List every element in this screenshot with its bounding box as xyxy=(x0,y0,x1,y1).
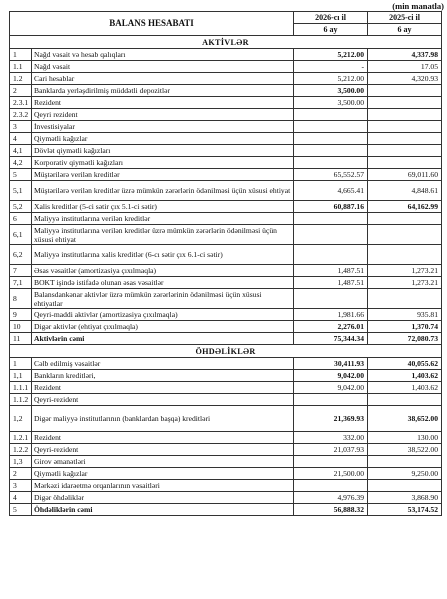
value-2025 xyxy=(368,145,442,157)
row-label: Dövlət qiymətli kağızları xyxy=(32,145,294,157)
row-index: 6,1 xyxy=(10,225,32,245)
value-2026: 3,500.00 xyxy=(294,85,368,97)
value-2025 xyxy=(368,289,442,309)
row-label: Nağd vəsait xyxy=(32,61,294,73)
value-2026: 332.00 xyxy=(294,432,368,444)
value-2026: 1,981.66 xyxy=(294,309,368,321)
table-row xyxy=(10,333,442,345)
value-2026: 56,888.32 xyxy=(294,504,368,516)
table-row xyxy=(10,432,442,444)
value-2025: 9,250.00 xyxy=(368,468,442,480)
table-row xyxy=(10,225,442,245)
row-label: Digər aktivlər (ehtiyat çıxılmaqla) xyxy=(32,321,294,333)
value-2026 xyxy=(294,394,368,406)
table-row xyxy=(10,289,442,309)
row-index: 6,2 xyxy=(10,245,32,265)
row-index: 1,2 xyxy=(10,406,32,432)
value-2025: 53,174.52 xyxy=(368,504,442,516)
value-2025: 1,403.62 xyxy=(368,370,442,382)
table-title: BALANS HESABATI xyxy=(10,12,294,36)
value-2025 xyxy=(368,225,442,245)
value-2025 xyxy=(368,97,442,109)
value-2025: 1,370.74 xyxy=(368,321,442,333)
value-2026 xyxy=(294,245,368,265)
row-label: Öhdəliklərin cəmi xyxy=(32,504,294,516)
row-index: 1 xyxy=(10,358,32,370)
value-2026 xyxy=(294,456,368,468)
row-index: 2 xyxy=(10,468,32,480)
value-2026: 21,500.00 xyxy=(294,468,368,480)
liabilities-section xyxy=(10,345,442,516)
value-2026 xyxy=(294,109,368,121)
row-label: Qeyri-rezident xyxy=(32,394,294,406)
table-row xyxy=(10,370,442,382)
value-2025 xyxy=(368,394,442,406)
row-index: 1.2.2 xyxy=(10,444,32,456)
table-row xyxy=(10,121,442,133)
value-2026: 75,344.34 xyxy=(294,333,368,345)
value-2026: 65,552.57 xyxy=(294,169,368,181)
row-label: Maliyyə institutlarına xalis kreditlər (6-cı sətir çıx 6.1-ci sətir) xyxy=(32,245,294,265)
table-row xyxy=(10,394,442,406)
table-row xyxy=(10,321,442,333)
row-index: 2.3.2 xyxy=(10,109,32,121)
table-row xyxy=(10,444,442,456)
row-index: 2.3.1 xyxy=(10,97,32,109)
row-label: Qiymətli kağızlar xyxy=(32,133,294,145)
row-label: Müştərilərə verilən kreditlər üzrə mümkün zərərlərin ödənilməsi üçün xüsusi ehtiyat xyxy=(32,181,294,201)
row-label: Qiymətli kağızlar xyxy=(32,468,294,480)
row-label: Cəlb edilmiş vəsaitlər xyxy=(32,358,294,370)
table-row xyxy=(10,480,442,492)
row-label: Qeyri-maddi aktivlər (amortizasiya çıxılmaqla) xyxy=(32,309,294,321)
row-index: 4,1 xyxy=(10,145,32,157)
table-row xyxy=(10,309,442,321)
row-label: BOKT işində istifadə olunan əsas vəsaitlər xyxy=(32,277,294,289)
row-label: Qeyri rezident xyxy=(32,109,294,121)
table-row xyxy=(10,97,442,109)
table-row xyxy=(10,145,442,157)
table-row xyxy=(10,456,442,468)
table-row xyxy=(10,49,442,61)
table-row xyxy=(10,181,442,201)
row-label: Qeyri-rezident xyxy=(32,444,294,456)
value-2026: 4,665.41 xyxy=(294,181,368,201)
table-row xyxy=(10,201,442,213)
value-2025: 130.00 xyxy=(368,432,442,444)
row-label: Nağd vəsait və hesab qalıqları xyxy=(32,49,294,61)
row-label: Xalis kreditlər (5-ci sətir çıx 5.1-ci sətir) xyxy=(32,201,294,213)
col-2025-year: 2025-ci il xyxy=(368,12,442,24)
row-index: 9 xyxy=(10,309,32,321)
row-index: 8 xyxy=(10,289,32,309)
row-index: 1.2 xyxy=(10,73,32,85)
row-index: 1,3 xyxy=(10,456,32,468)
value-2026 xyxy=(294,157,368,169)
value-2026 xyxy=(294,133,368,145)
row-label: Maliyyə institutlarına verilən kreditlər üzrə mümkün zərərlərin ödənilməsi üçün xüsusi ehtiyat xyxy=(32,225,294,245)
row-index: 5 xyxy=(10,169,32,181)
table-row xyxy=(10,61,442,73)
value-2026: 1,487.51 xyxy=(294,277,368,289)
value-2026 xyxy=(294,480,368,492)
value-2025 xyxy=(368,85,442,97)
value-2025 xyxy=(368,121,442,133)
row-label: Girov əmanətləri xyxy=(32,456,294,468)
value-2026: 9,042.00 xyxy=(294,382,368,394)
value-2026: 2,276.01 xyxy=(294,321,368,333)
row-index: 7,1 xyxy=(10,277,32,289)
row-label: Rezident xyxy=(32,432,294,444)
liabilities-title: ÖHDƏLİKLƏR xyxy=(10,345,442,358)
row-label: Digər maliyyə institutlarının (banklardan başqa) kreditləri xyxy=(32,406,294,432)
row-label: Bankların kreditləri, xyxy=(32,370,294,382)
value-2025: 935.81 xyxy=(368,309,442,321)
row-index: 4,2 xyxy=(10,157,32,169)
value-2026 xyxy=(294,121,368,133)
value-2025: 1,403.62 xyxy=(368,382,442,394)
assets-title: AKTİVLƏR xyxy=(10,36,442,49)
value-2026 xyxy=(294,213,368,225)
row-index: 5 xyxy=(10,504,32,516)
value-2025: 64,162.99 xyxy=(368,201,442,213)
row-index: 11 xyxy=(10,333,32,345)
row-label: Maliyyə institutlarına verilən kreditlər xyxy=(32,213,294,225)
table-row xyxy=(10,109,442,121)
table-row xyxy=(10,213,442,225)
value-2026: 60,887.16 xyxy=(294,201,368,213)
value-2025: 38,522.00 xyxy=(368,444,442,456)
value-2025 xyxy=(368,157,442,169)
row-label: Mərkəzi idarəetmə orqanlarının vəsaitləri xyxy=(32,480,294,492)
value-2026: 5,212.00 xyxy=(294,73,368,85)
value-2025: 3,868.90 xyxy=(368,492,442,504)
value-2025: 4,848.61 xyxy=(368,181,442,201)
table-row xyxy=(10,382,442,394)
assets-section xyxy=(10,36,442,345)
value-2025 xyxy=(368,480,442,492)
header-row xyxy=(10,12,442,24)
value-2025 xyxy=(368,133,442,145)
row-label: Digər öhdəliklər xyxy=(32,492,294,504)
value-2026 xyxy=(294,145,368,157)
value-2025: 38,652.00 xyxy=(368,406,442,432)
table-row xyxy=(10,245,442,265)
value-2026: 21,369.93 xyxy=(294,406,368,432)
row-index: 1.2.1 xyxy=(10,432,32,444)
col-2025-period: 6 ay xyxy=(368,24,442,36)
table-row xyxy=(10,85,442,97)
row-index: 5,1 xyxy=(10,181,32,201)
row-label: Rezident xyxy=(32,97,294,109)
value-2026 xyxy=(294,289,368,309)
row-label: Cari hesablar xyxy=(32,73,294,85)
row-index: 1 xyxy=(10,49,32,61)
table-row xyxy=(10,406,442,432)
value-2025 xyxy=(368,456,442,468)
value-2026: 30,411.93 xyxy=(294,358,368,370)
row-label: Əsas vəsaitlər (amortizasiya çıxılmaqla) xyxy=(32,265,294,277)
row-index: 6 xyxy=(10,213,32,225)
value-2025 xyxy=(368,213,442,225)
table-row xyxy=(10,277,442,289)
value-2026: 9,042.00 xyxy=(294,370,368,382)
table-row xyxy=(10,492,442,504)
col-2026-year: 2026-cı il xyxy=(294,12,368,24)
value-2026 xyxy=(294,225,368,245)
balance-sheet-table xyxy=(9,11,442,516)
row-label: Rezident xyxy=(32,382,294,394)
row-label: Banklarda yerləşdirilmiş müddətli depozitlər xyxy=(32,85,294,97)
row-index: 3 xyxy=(10,121,32,133)
value-2025 xyxy=(368,109,442,121)
table-row xyxy=(10,504,442,516)
value-2026: 3,500.00 xyxy=(294,97,368,109)
table-row xyxy=(10,468,442,480)
table-row xyxy=(10,358,442,370)
row-label: Balansdankənar aktivlər üzrə mümkün zərərlərinin ödənilməsi üçün xüsusi ehtiyatlar xyxy=(32,289,294,309)
row-index: 3 xyxy=(10,480,32,492)
table-row xyxy=(10,73,442,85)
row-index: 10 xyxy=(10,321,32,333)
row-index: 1,1 xyxy=(10,370,32,382)
value-2025: 72,080.73 xyxy=(368,333,442,345)
col-2026-period: 6 ay xyxy=(294,24,368,36)
table-row xyxy=(10,169,442,181)
row-index: 1.1.1 xyxy=(10,382,32,394)
row-label: Korporativ qiymətli kağızları xyxy=(32,157,294,169)
table-row xyxy=(10,265,442,277)
row-index: 4 xyxy=(10,133,32,145)
value-2026: 4,976.39 xyxy=(294,492,368,504)
value-2025: 4,320.93 xyxy=(368,73,442,85)
row-label: İnvestisiyalar xyxy=(32,121,294,133)
row-index: 1.1.2 xyxy=(10,394,32,406)
value-2026: - xyxy=(294,61,368,73)
row-label: Müştərilərə verilən kreditlər xyxy=(32,169,294,181)
value-2025: 1,273.21 xyxy=(368,277,442,289)
row-index: 4 xyxy=(10,492,32,504)
value-2026: 21,037.93 xyxy=(294,444,368,456)
unit-note: (min manatla) xyxy=(392,1,444,11)
value-2025: 4,337.98 xyxy=(368,49,442,61)
row-index: 7 xyxy=(10,265,32,277)
row-label: Aktivlərin cəmi xyxy=(32,333,294,345)
row-index: 5,2 xyxy=(10,201,32,213)
row-index: 1.1 xyxy=(10,61,32,73)
row-index: 2 xyxy=(10,85,32,97)
value-2025 xyxy=(368,245,442,265)
value-2025: 40,055.62 xyxy=(368,358,442,370)
table-row xyxy=(10,133,442,145)
value-2025: 17.05 xyxy=(368,61,442,73)
value-2026: 1,487.51 xyxy=(294,265,368,277)
value-2025: 69,011.60 xyxy=(368,169,442,181)
value-2025: 1,273.21 xyxy=(368,265,442,277)
table-row xyxy=(10,157,442,169)
value-2026: 5,212.00 xyxy=(294,49,368,61)
